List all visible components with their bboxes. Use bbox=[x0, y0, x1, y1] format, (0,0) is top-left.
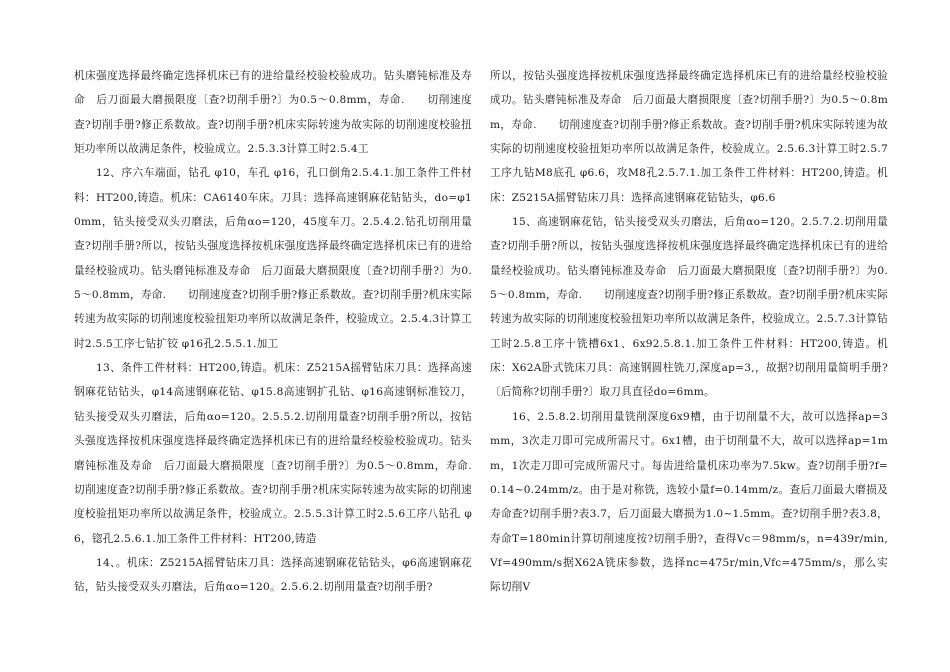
paragraph: 15、高速钢麻花钻，钻头接受双头刃磨法，后角αo=120。2.5.7.2.切削用量查?切削手册?所以，按钻头强度选择按机床强度选择最终确定选择机床已有的进给量经校验成功。钻头磨钝标准及寿命 后刀面最大磨损限度〔查?切削手册?〕为0.5～0.8mm，寿命. 切削速度查?切削手册?修正系数故。查?切削手册?机床实际转速为故实际的切削速度校验扭矩功率所以故满足条件，校验成立。2.5.7.3计算钻工时2.5.8工序十铣槽6x1、6x92.5.8.1.加工条件工件材料：HT200,铸造。机床：X62A卧式铣床刀具：高速钢圆柱铣刀,深度ap=3,，故据?切削用量简明手册?〔后简称?切削手册?〕取刀具直径do=6mm。 bbox=[490, 216, 888, 399]
paragraph: 13、条件工件材料：HT200,铸造。机床：Z5215A摇臂钻床刀具：选择高速钢麻花钻钻头，φ14高速钢麻花钻、φ15.8高速钢扩孔钻、φ16高速钢标准铰刀，钻头接受双头刃磨法，后角αo=120。2.5.5.2.切削用量查?切削手册?所以，按钻头强度选择按机床强度选择最终确定选择机床已有的进给量经校验校验成功。钻头磨钝标准及寿命 后刀面最大磨损限度〔查?切削手册?〕为0.5～0.8mm，寿命. 切削速度查?切削手册?修正系数故。查?切削手册?机床实际转速为故实际的切削速度校验扭矩功率所以故满足条件，校验成立。2.5.5.3计算工时2.5.6工序八钻孔 φ6，锪孔2.5.6.1.加工条件工件材料：HT200,铸造 bbox=[74, 362, 494, 545]
left-text-column bbox=[74, 64, 494, 600]
paragraph: 12、序六车端面，钻孔 φ10，车孔 φ16，孔口倒角2.5.4.1.加工条件工件材料：HT200,铸造。机床：CA6140车床。刀具：选择高速钢麻花钻钻头，do=φ10mm，钻头接受双头刃磨法，后角αo=120，45度车刀。2.5.4.2.钻孔切削用量查?切削手册?所以，按钻头强度选择按机床强度选择最终确定选择机床已有的进给量经校验成功。钻头磨钝标准及寿命 后刀面最大磨损限度〔查?切削手册?〕为0.5～0.8mm，寿命. 切削速度查?切削手册?修正系数故。查?切削手册?机床实际转速为故实际的切削速度校验扭矩功率所以故满足条件，校验成立。2.5.4.3计算工时2.5.5工序七钻扩铰 φ16孔2.5.5.1.加工 bbox=[74, 167, 472, 350]
right-text-column bbox=[490, 64, 888, 600]
paragraph: 16、2.5.8.2.切削用量铣削深度6x9槽，由于切削量不大，故可以选择ap=3mm，3次走刀即可完成所需尺寸。6x1槽，由于切削量不大，故可以选择ap=1mm，1次走刀即可完成所需尺寸。每齿进给量机床功率为7.5kw。查?切削手册?f=0.14~0.24mm/z。由于是对称铣，选较小量f=0.14mm/z。查后刀面最大磨损及寿命查?切削手册?表3.7，后刀面最大磨损为1.0~1.5mm。查?切削手册?表3.8，寿命T=180min计算切削速度按?切削手册?，查得Vc＝98mm/s，n=439r/min,Vf=490mm/s据X62A铣床参数，选择nc=475r/min,Vfc=475mm/s，那么实际切削V bbox=[490, 410, 888, 594]
paragraph: 所以，按钻头强度选择按机床强度选择最终确定选择机床已有的进给量经校验校验成功。钻头磨钝标准及寿命 后刀面最大磨损限度〔查?切削手册?〕为0.5～0.8mm，寿命. 切削速度查?切削手册?修正系数故。查?切削手册?机床实际转速为故实际的切削速度校验扭矩功率所以故满足条件，校验成立。2.5.6.3计算工时2.5.7工序九钻M8底孔 φ6.6，攻M8孔2.5.7.1.加工条件工件材料：HT200,铸造。机床：Z5215A摇臂钻床刀具：选择高速钢麻花钻钻头，φ6.6 bbox=[490, 70, 888, 204]
paragraph: 机床强度选择最终确定选择机床已有的进给量经校验校验成功。钻头磨钝标准及寿命 后刀面最大磨损限度〔查?切削手册?〕为0.5～0.8mm，寿命. 切削速度查?切削手册?修正系数故。查?切削手册?机床实际转速为故实际的切削速度校验扭矩功率所以故满足条件，校验成立。2.5.3.3计算工时2.5.4工 bbox=[74, 70, 472, 156]
paragraph: 14、。机床：Z5215A摇臂钻床刀具：选择高速钢麻花钻钻头，φ6高速钢麻花钻，钻头接受双头刃磨法，后角αo=120。2.5.6.2.切削用量查?切削手册? bbox=[74, 556, 472, 594]
